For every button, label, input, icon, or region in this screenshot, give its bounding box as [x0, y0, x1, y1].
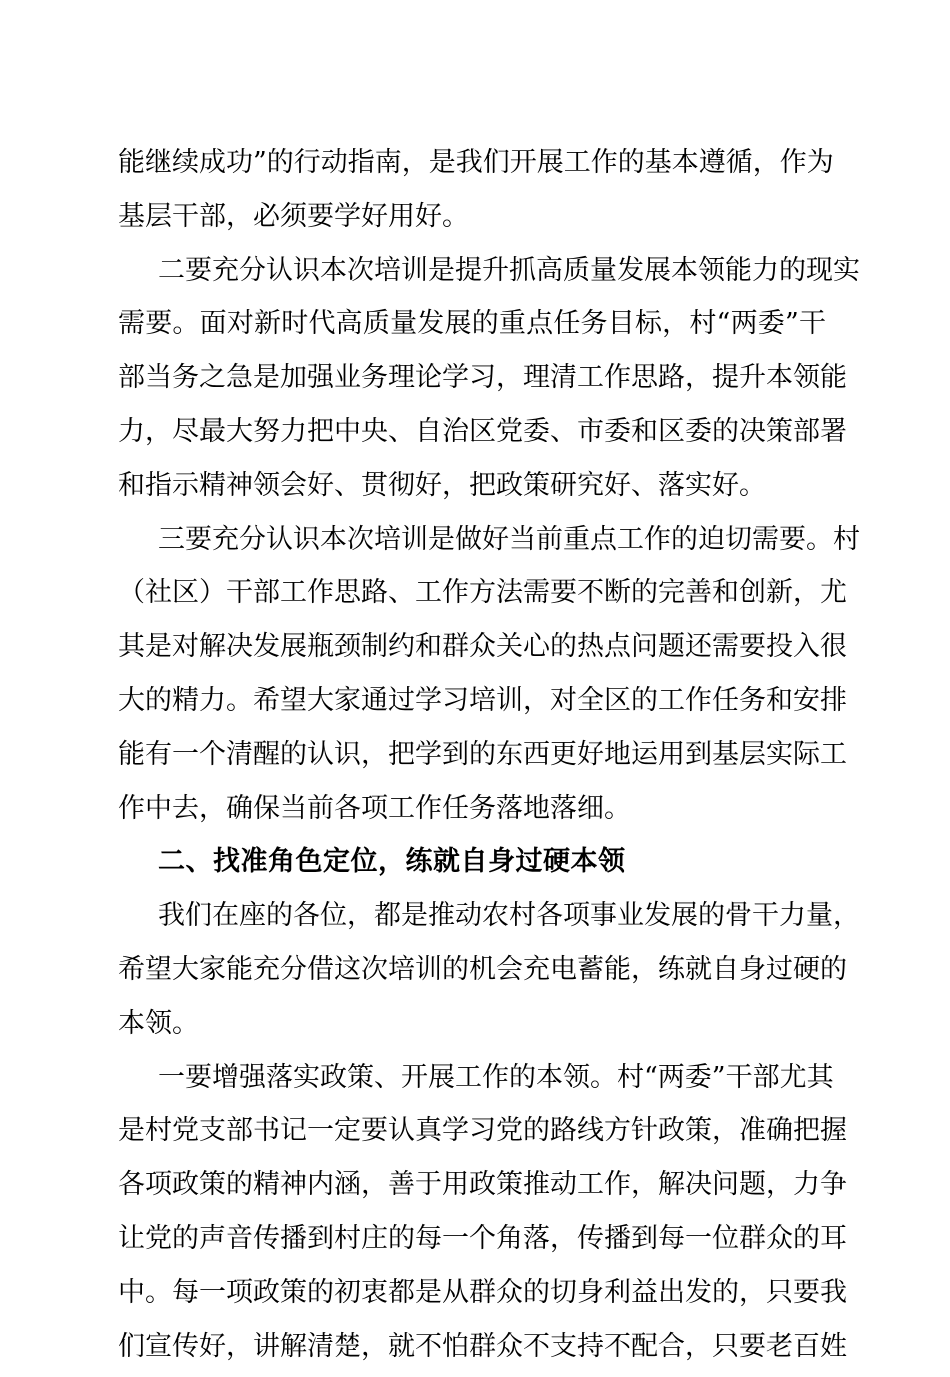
text-line: 让党的声音传播到村庄的每一个角落，传播到每一位群众的耳 — [118, 1222, 847, 1254]
text-line: 大的精力。希望大家通过学习培训，对全区的工作任务和安排 — [118, 684, 847, 716]
text-line: 和指示精神领会好、贯彻好，把政策研究好、落实好。 — [118, 469, 766, 501]
text-line: 中。每一项政策的初衷都是从群众的切身利益出发的，只要我 — [118, 1276, 847, 1308]
text-line: 其是对解决发展瓶颈制约和群众关心的热点问题还需要投入很 — [118, 631, 847, 663]
text-line: 二要充分认识本次培训是提升抓高质量发展本领能力的现实 — [158, 254, 860, 286]
text-line: 是村党支部书记一定要认真学习党的路线方针政策，准确把握 — [118, 1115, 847, 1147]
text-line: 一要增强落实政策、开展工作的本领。村“两委”干部尤其 — [158, 1061, 834, 1093]
text-line: 能有一个清醒的认识，把学到的东西更好地运用到基层实际工 — [118, 738, 847, 770]
text-line: 们宣传好，讲解清楚，就不怕群众不支持不配合，只要老百姓 — [118, 1330, 847, 1362]
text-line: 我们在座的各位，都是推动农村各项事业发展的骨干力量， — [158, 900, 860, 932]
text-line: 基层干部，必须要学好用好。 — [118, 200, 469, 232]
document-page — [118, 140, 860, 1377]
text-line: 本领。 — [118, 1007, 199, 1039]
text-line: 作中去，确保当前各项工作任务落地落细。 — [118, 792, 631, 824]
section-heading: 二、找准角色定位，练就自身过硬本领 — [158, 846, 626, 878]
text-line: 能继续成功”的行动指南，是我们开展工作的基本遵循，作为 — [118, 147, 834, 178]
text-line: 部当务之急是加强业务理论学习，理清工作思路，提升本领能 — [118, 362, 847, 394]
text-line: 力，尽最大努力把中央、自治区党委、市委和区委的决策部署 — [118, 415, 847, 447]
text-line: 各项政策的精神内涵，善于用政策推动工作，解决问题，力争 — [118, 1169, 847, 1201]
text-line: 三要充分认识本次培训是做好当前重点工作的迫切需要。村 — [158, 523, 860, 555]
text-line: 需要。面对新时代高质量发展的重点任务目标，村“两委”干 — [118, 308, 826, 340]
text-line: （社区）干部工作思路、工作方法需要不断的完善和创新，尤 — [118, 577, 847, 609]
text-line: 希望大家能充分借这次培训的机会充电蓄能，练就自身过硬的 — [118, 953, 847, 985]
